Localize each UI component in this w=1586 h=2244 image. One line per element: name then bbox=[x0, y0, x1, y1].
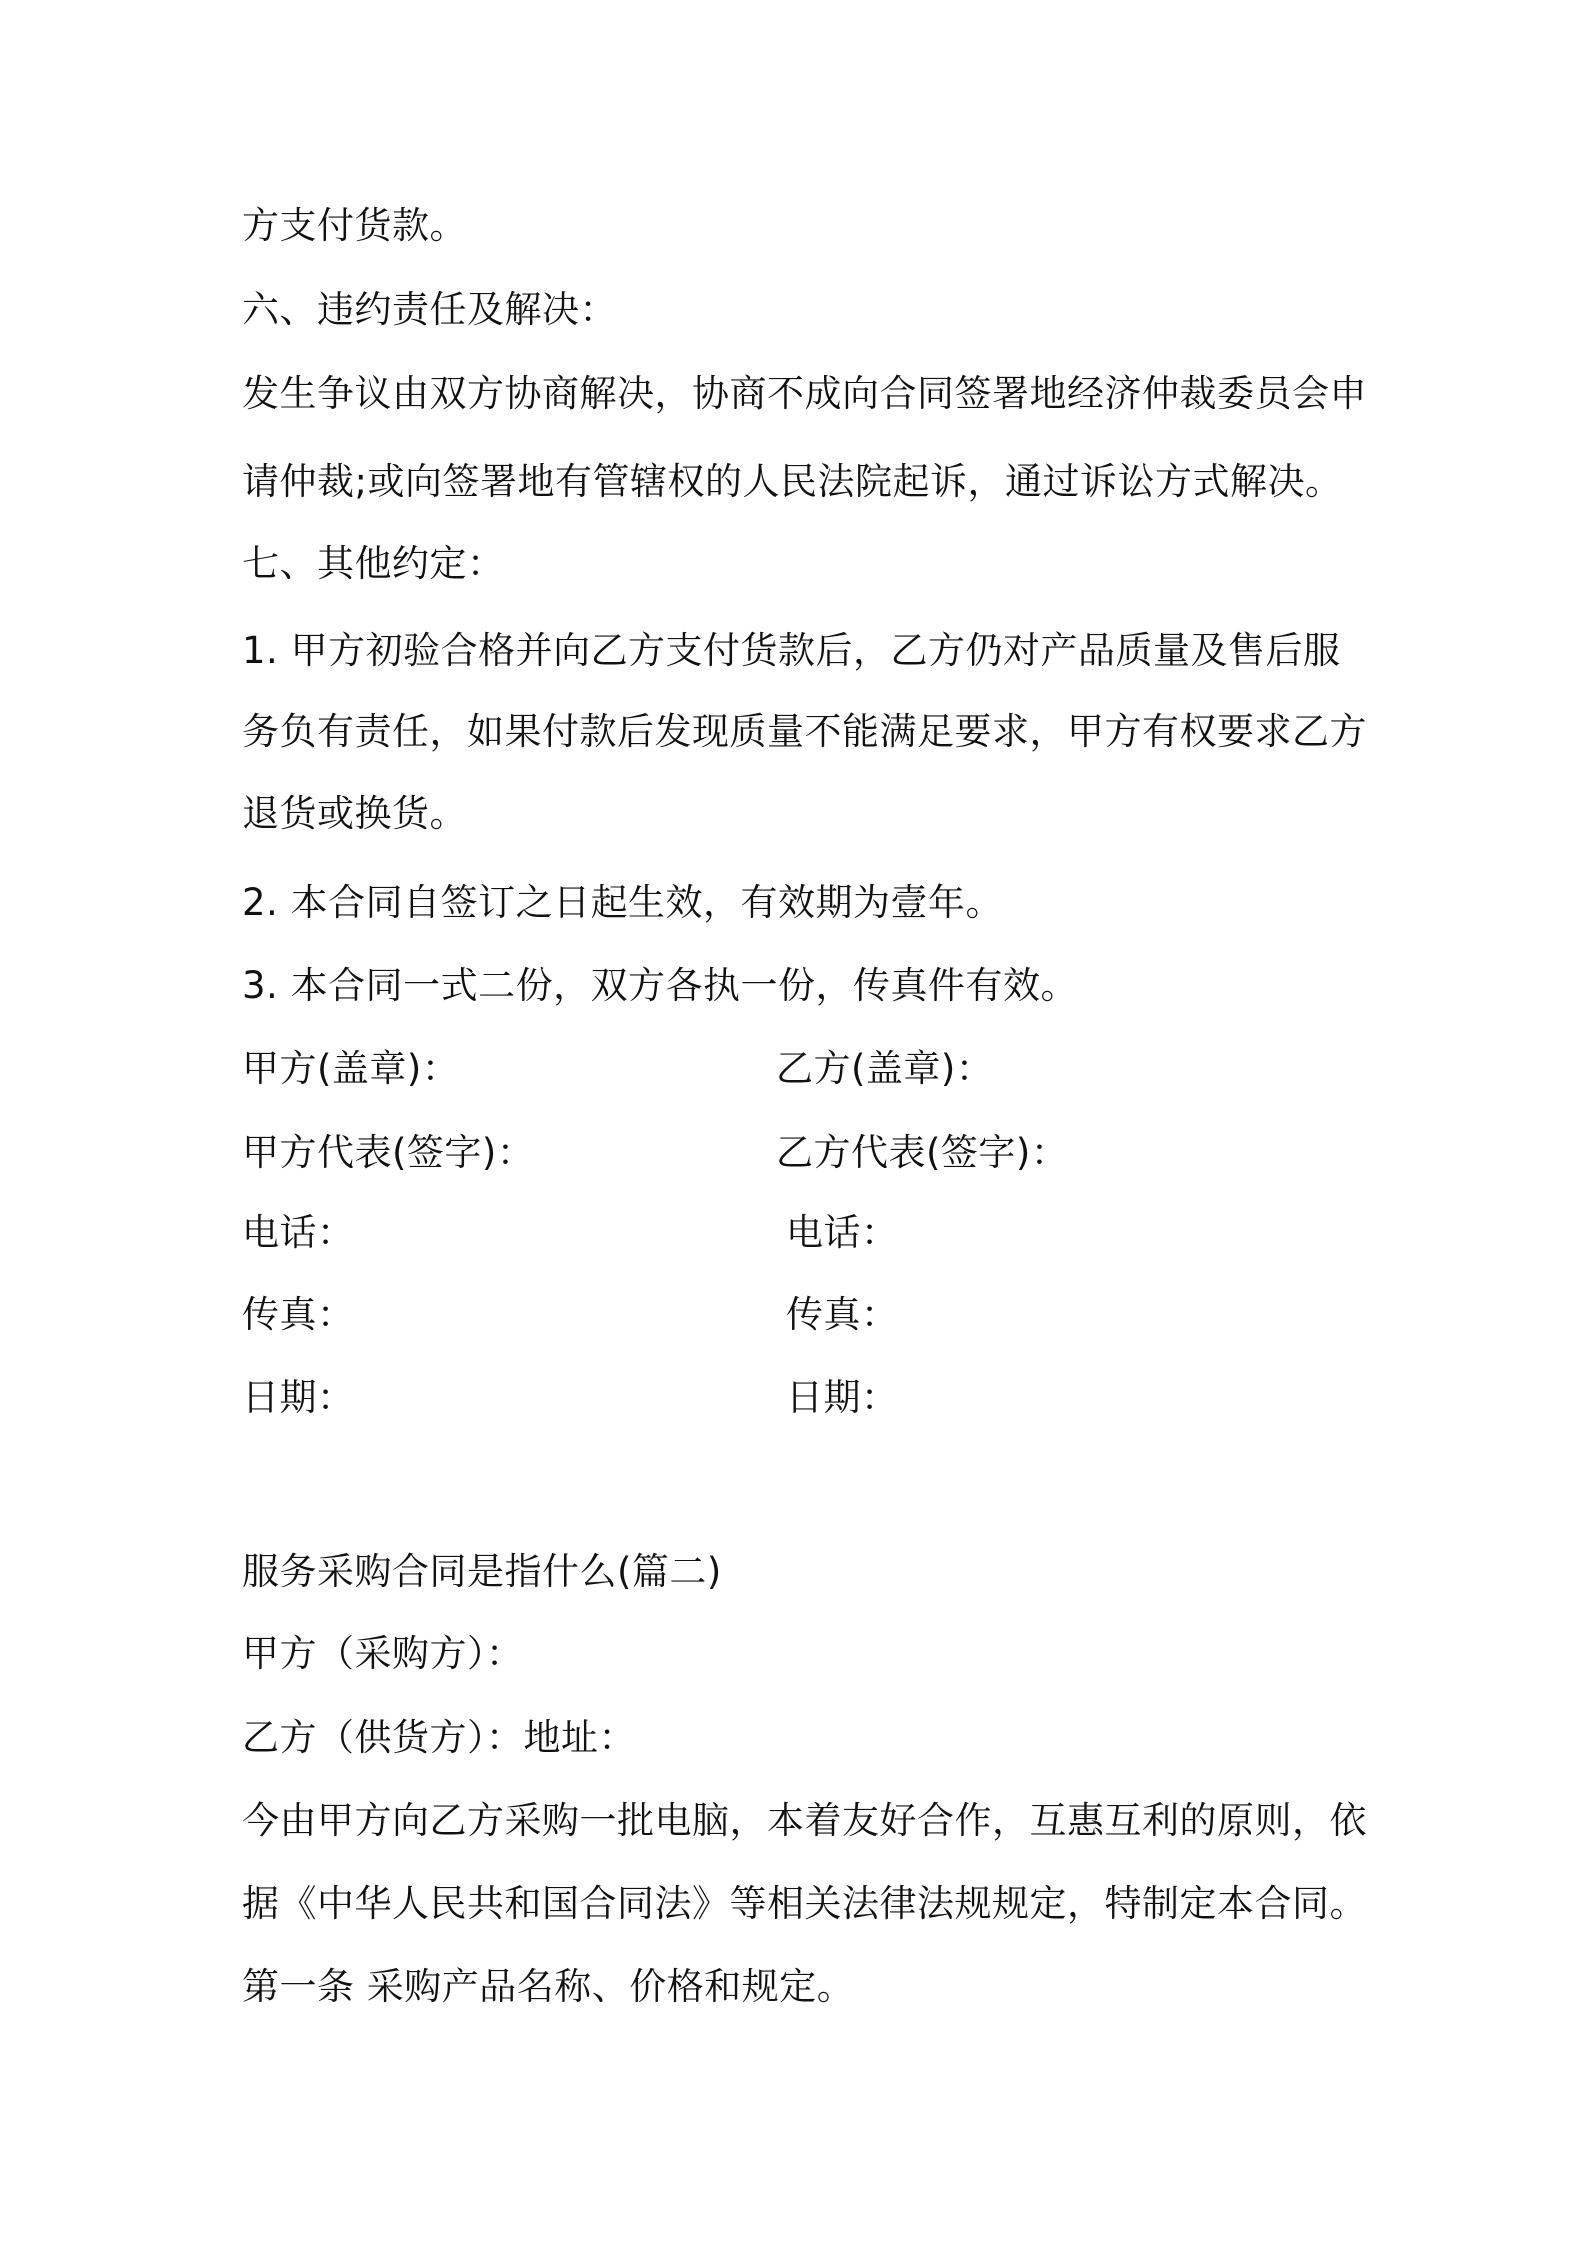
section-2-party-a: 甲方（采购方）： bbox=[242, 1632, 524, 1675]
party-a-fax-label: 传真： bbox=[242, 1293, 355, 1336]
term-2: 2. 本合同自签订之日起生效，有效期为壹年。 bbox=[242, 881, 1004, 924]
paragraph-end: 方支付货款。 bbox=[242, 204, 467, 247]
heading-breach-liability: 六、违约责任及解决： bbox=[242, 288, 617, 331]
party-a-rep-label: 甲方代表(签字)： bbox=[242, 1131, 535, 1174]
party-a-date-label: 日期： bbox=[242, 1376, 355, 1419]
dispute-text-line-2: 请仲裁;或向签署地有管辖权的人民法院起诉，通过诉讼方式解决。 bbox=[242, 460, 1343, 503]
section-2-intro-line-1: 今由甲方向乙方采购一批电脑，本着友好合作，互惠互利的原则，依 bbox=[242, 1799, 1367, 1842]
section-2-party-b: 乙方（供货方）：地址： bbox=[242, 1716, 636, 1759]
article-1-heading: 第一条 采购产品名称、价格和规定。 bbox=[242, 1965, 855, 2008]
party-b-date-label: 日期： bbox=[786, 1376, 899, 1419]
party-a-phone-label: 电话： bbox=[242, 1211, 355, 1254]
dispute-text-line-1: 发生争议由双方协商解决，协商不成向合同签署地经济仲裁委员会申 bbox=[242, 372, 1367, 415]
section-2-intro-line-2: 据《中华人民共和国合同法》等相关法律法规规定，特制定本合同。 bbox=[242, 1882, 1367, 1925]
party-b-phone-label: 电话： bbox=[786, 1211, 899, 1254]
term-3: 3. 本合同一式二份，双方各执一份，传真件有效。 bbox=[242, 964, 1079, 1007]
heading-other-terms: 七、其他约定： bbox=[242, 542, 505, 585]
section-2-title: 服务采购合同是指什么(篇二) bbox=[242, 1550, 722, 1593]
party-a-seal-label: 甲方(盖章)： bbox=[242, 1047, 460, 1090]
party-b-rep-label: 乙方代表(签字)： bbox=[776, 1131, 1069, 1174]
term-1-line-1: 1. 甲方初验合格并向乙方支付货款后，乙方仍对产品质量及售后服 bbox=[242, 629, 1341, 672]
party-b-seal-label: 乙方(盖章)： bbox=[776, 1047, 994, 1090]
term-1-line-2: 务负有责任，如果付款后发现质量不能满足要求，甲方有权要求乙方 bbox=[242, 710, 1367, 753]
party-b-fax-label: 传真： bbox=[786, 1293, 899, 1336]
term-1-line-3: 退货或换货。 bbox=[242, 792, 467, 835]
